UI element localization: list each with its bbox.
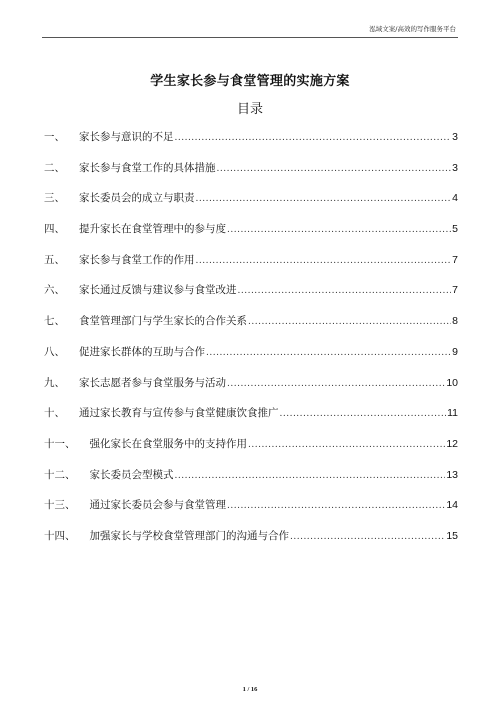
toc-leader-dots bbox=[206, 341, 451, 365]
toc-leader-dots bbox=[227, 494, 445, 518]
toc-entry-number: 十四、 bbox=[44, 529, 76, 542]
toc-entry-title: 通过家长委员会参与食堂管理 bbox=[89, 499, 226, 512]
toc-leader-dots bbox=[196, 187, 452, 211]
toc-entry-title: 家长参与食堂工作的作用 bbox=[79, 253, 195, 266]
header-divider bbox=[42, 37, 458, 38]
toc-entry[interactable] bbox=[44, 248, 458, 279]
toc-entry-number: 十二、 bbox=[44, 468, 76, 481]
toc-entry[interactable] bbox=[44, 156, 458, 187]
toc-entry[interactable] bbox=[44, 432, 458, 463]
toc-leader-dots bbox=[238, 279, 452, 303]
toc-entry-title: 家长通过反馈与建议参与食堂改进 bbox=[79, 284, 237, 297]
toc-entry[interactable] bbox=[44, 463, 458, 494]
toc-entry[interactable] bbox=[44, 493, 458, 524]
toc-entry-page: 8 bbox=[452, 315, 458, 328]
toc-entry-title: 家长参与食堂工作的具体措施 bbox=[79, 161, 216, 174]
toc-entry-title: 强化家长在食堂服务中的支持作用 bbox=[89, 437, 247, 450]
toc-entry-page: 12 bbox=[446, 437, 458, 450]
toc-leader-dots bbox=[227, 372, 445, 396]
toc-leader-dots bbox=[290, 525, 445, 549]
toc-entry-page: 11 bbox=[447, 407, 458, 420]
toc-entry[interactable] bbox=[44, 217, 458, 248]
toc-entry-number: 四、 bbox=[44, 223, 65, 236]
toc-entry-page: 5 bbox=[452, 223, 458, 236]
toc-entry[interactable] bbox=[44, 125, 458, 156]
toc-entry-number: 八、 bbox=[44, 345, 65, 358]
toc-entry-page: 14 bbox=[446, 499, 458, 512]
toc-entry-number: 七、 bbox=[44, 315, 65, 328]
toc-entry-number: 三、 bbox=[44, 192, 65, 205]
toc-entry[interactable] bbox=[44, 278, 458, 309]
toc-entry-title: 促进家长群体的互助与合作 bbox=[79, 345, 205, 358]
toc-leader-dots bbox=[227, 218, 451, 242]
document-title: 学生家长参与食堂管理的实施方案 bbox=[150, 74, 350, 89]
toc-entry-page: 4 bbox=[452, 192, 458, 205]
toc-leader-dots bbox=[248, 433, 445, 457]
toc-entry-title: 家长委员会型模式 bbox=[89, 468, 174, 481]
toc-entry[interactable] bbox=[44, 524, 458, 555]
toc-entry-page: 3 bbox=[452, 131, 458, 143]
toc-entry-number: 一、 bbox=[44, 131, 65, 143]
toc-leader-dots bbox=[217, 157, 452, 181]
toc-leader-dots bbox=[175, 126, 452, 150]
toc-entry-page: 10 bbox=[446, 376, 458, 389]
toc-entry-number: 十一、 bbox=[44, 437, 76, 450]
page-indicator: 1 / 16 bbox=[242, 686, 258, 693]
toc-entry[interactable] bbox=[44, 401, 458, 432]
toc-entry-page: 7 bbox=[452, 284, 458, 297]
toc-entry-number: 九、 bbox=[44, 376, 65, 389]
toc-entry-number: 十三、 bbox=[44, 499, 76, 512]
toc-entry[interactable] bbox=[44, 340, 458, 371]
toc-entry-number: 二、 bbox=[44, 161, 65, 174]
toc-entry-page: 3 bbox=[452, 161, 458, 174]
toc-entry[interactable] bbox=[44, 186, 458, 217]
toc-entry-page: 9 bbox=[452, 345, 458, 358]
toc-entry-title: 提升家长在食堂管理中的参与度 bbox=[79, 223, 226, 236]
toc-leader-dots bbox=[248, 310, 451, 334]
toc-entry-title: 家长志愿者参与食堂服务与活动 bbox=[79, 376, 226, 389]
toc-entry-number: 十、 bbox=[44, 407, 65, 420]
toc-leader-dots bbox=[196, 249, 452, 273]
header-brand-text: 泓域文案/高效的写作服务平台 bbox=[369, 25, 456, 33]
toc-entry-page: 7 bbox=[452, 253, 458, 266]
toc-entry-title: 家长参与意识的不足 bbox=[79, 131, 174, 143]
toc-entry-page: 13 bbox=[446, 468, 458, 481]
toc-entry-number: 六、 bbox=[44, 284, 65, 297]
toc-entry-title: 食堂管理部门与学生家长的合作关系 bbox=[79, 315, 247, 328]
toc-entry-page: 15 bbox=[446, 529, 458, 542]
toc-heading: 目录 bbox=[236, 102, 263, 117]
toc-entry[interactable] bbox=[44, 371, 458, 402]
toc-entry[interactable] bbox=[44, 309, 458, 340]
toc-entry-number: 五、 bbox=[44, 253, 65, 266]
table-of-contents bbox=[44, 125, 458, 555]
toc-leader-dots bbox=[280, 402, 447, 426]
toc-entry-title: 加强家长与学校食堂管理部门的沟通与合作 bbox=[89, 529, 289, 542]
toc-entry-title: 通过家长教育与宣传参与食堂健康饮食推广 bbox=[79, 407, 279, 420]
toc-leader-dots bbox=[175, 464, 446, 488]
toc-entry-title: 家长委员会的成立与职责 bbox=[79, 192, 195, 205]
